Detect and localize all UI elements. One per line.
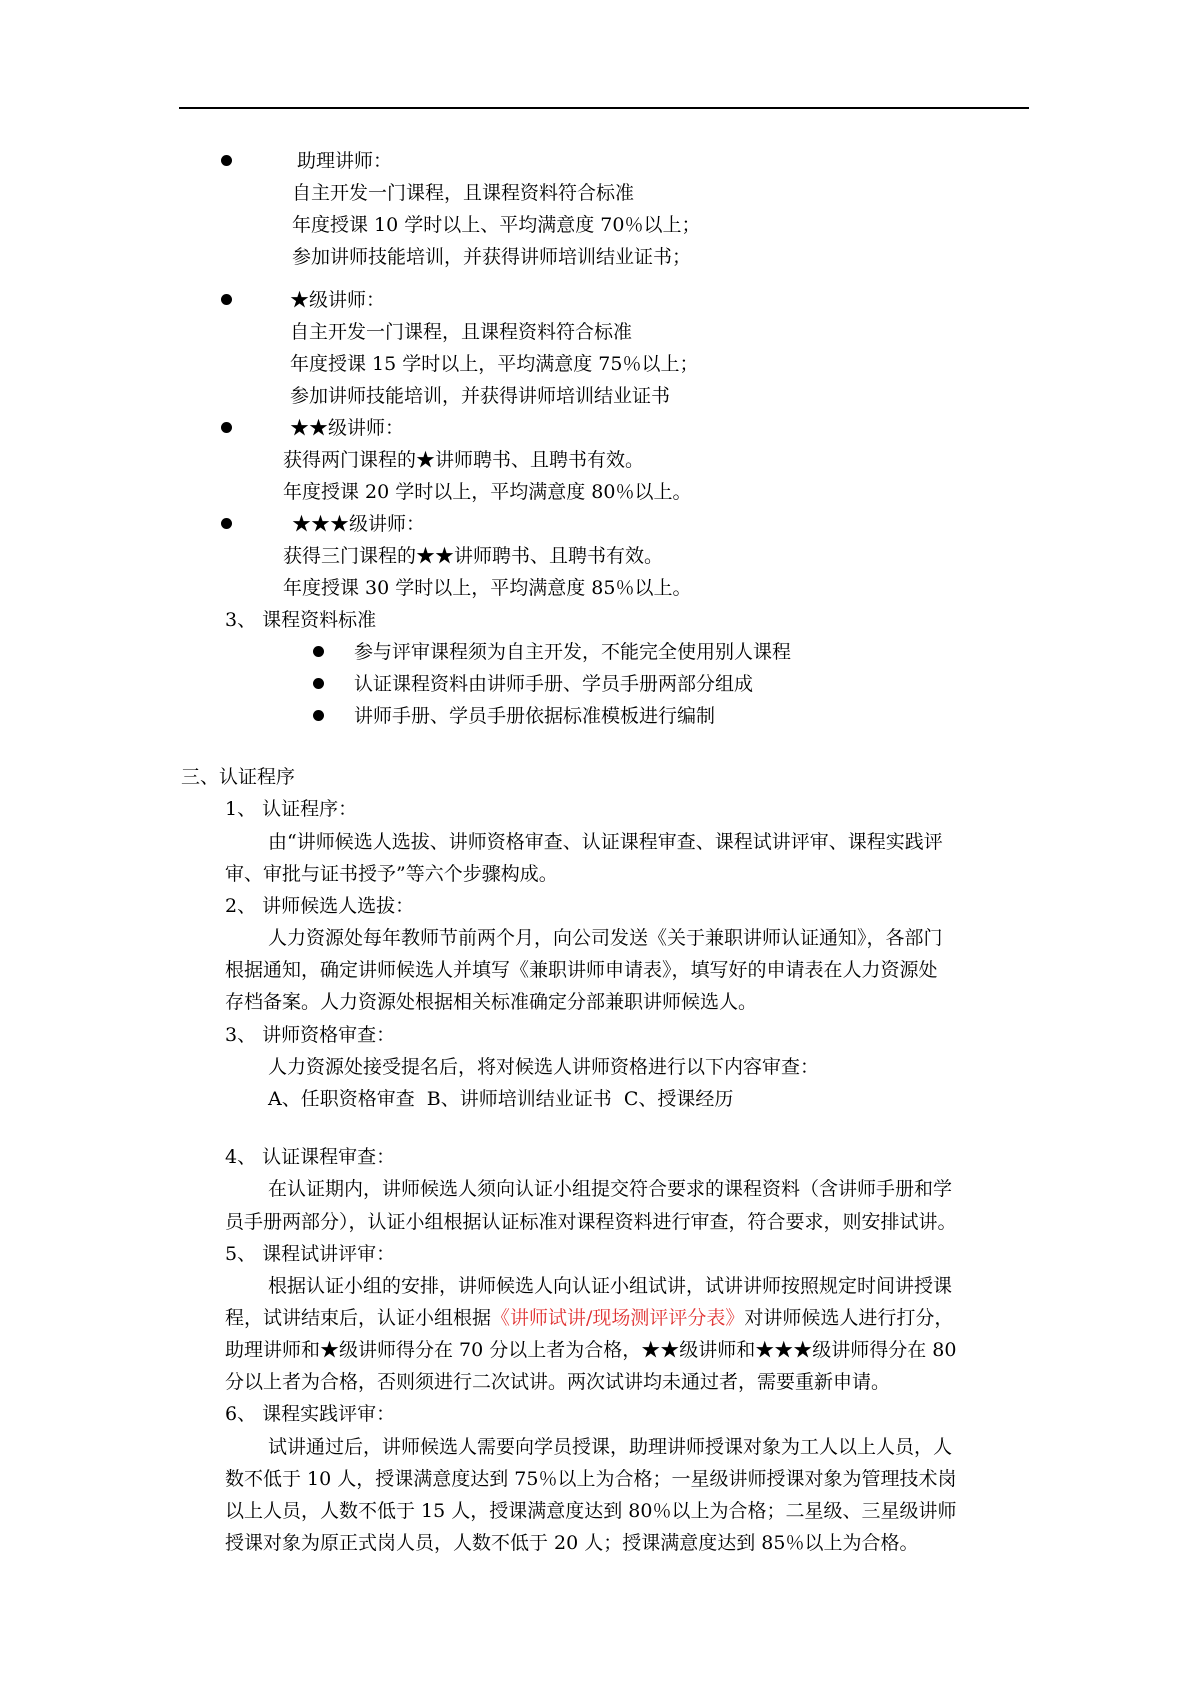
level-line: 参加讲师技能培训，并获得讲师培训结业证书 — [290, 385, 671, 407]
sub-heading: 3、 讲师资格审查： — [225, 1024, 396, 1046]
level-line: 年度授课 15 学时以上，平均满意度 75％以上； — [290, 353, 699, 375]
level-line: 参加讲师技能培训，并获得讲师培训结业证书； — [292, 246, 692, 268]
sub-heading: 5、 课程试讲评审： — [225, 1243, 396, 1265]
sub-heading: 2、 讲师候选人选拔： — [225, 895, 415, 917]
standard-bullet: 参与评审课程须为自主开发，不能完全使用别人课程 — [354, 641, 792, 663]
level-line: 获得两门课程的★讲师聘书、且聘书有效。 — [283, 449, 645, 471]
sub-heading: 4、 认证课程审查： — [225, 1146, 396, 1168]
para-line: 员手册两部分），认证小组根据认证标准对课程资料进行审查，符合要求，则安排试讲。 — [225, 1211, 957, 1233]
para-line: 授课对象为原正式岗人员，人数不低于 20 人；授课满意度达到 85％以上为合格。 — [225, 1532, 919, 1554]
bullet-dot — [221, 294, 232, 305]
bullet-dot — [221, 155, 232, 166]
bullet-dot — [221, 518, 232, 529]
level-line: 自主开发一门课程，且课程资料符合标准 — [292, 182, 635, 204]
level-line: 自主开发一门课程，且课程资料符合标准 — [290, 321, 633, 343]
para-line: 以上人员，人数不低于 15 人，授课满意度达到 80％以上为合格；二星级、三星级讲师 — [225, 1500, 957, 1522]
level-line: 年度授课 30 学时以上，平均满意度 85％以上。 — [283, 577, 692, 599]
para-line: A、任职资格审查 B、讲师培训结业证书 C、授课经历 — [268, 1088, 734, 1110]
bullet-dot — [313, 646, 324, 657]
bullet-dot — [221, 422, 232, 433]
para-line: 人力资源处每年教师节前两个月，向公司发送《关于兼职讲师认证通知》，各部门 — [268, 927, 943, 949]
score-form-link[interactable]: 《讲师试讲/现场测评评分表》 — [491, 1307, 745, 1329]
level-line: 年度授课 10 学时以上、平均满意度 70％以上； — [292, 214, 701, 236]
level-title: ★★级讲师： — [290, 417, 405, 439]
para-text: 程，试讲结束后，认证小组根据 — [225, 1307, 492, 1329]
para-line: 助理讲师和★级讲师得分在 70 分以上者为合格，★★级讲师和★★★级讲师得分在 80 — [225, 1339, 957, 1361]
para-line: 存档备案。人力资源处根据相关标准确定分部兼职讲师候选人。 — [225, 991, 758, 1013]
para-line: 分以上者为合格，否则须进行二次试讲。两次试讲均未通过者，需要重新申请。 — [225, 1371, 891, 1393]
para-line: 根据认证小组的安排，讲师候选人向认证小组试讲，试讲讲师按照规定时间讲授课 — [268, 1275, 953, 1297]
course-standard-heading: 3、 课程资料标准 — [225, 609, 377, 631]
para-line: 审、审批与证书授予”等六个步骤构成。 — [225, 863, 558, 885]
para-line — [225, 1306, 953, 1330]
para-text: 对讲师候选人进行打分， — [744, 1307, 954, 1329]
para-line: 根据通知，确定讲师候选人并填写《兼职讲师申请表》，填写好的申请表在人力资源处 — [225, 959, 938, 981]
bullet-dot — [313, 678, 324, 689]
para-line: 试讲通过后，讲师候选人需要向学员授课，助理讲师授课对象为工人以上人员，人 — [268, 1436, 953, 1458]
header-rule — [179, 107, 1029, 109]
para-line: 人力资源处接受提名后，将对候选人讲师资格进行以下内容审查： — [268, 1056, 820, 1078]
bullet-dot — [313, 710, 324, 721]
para-line: 数不低于 10 人，授课满意度达到 75％以上为合格；一星级讲师授课对象为管理技术岗 — [225, 1468, 957, 1490]
standard-bullet: 讲师手册、学员手册依据标准模板进行编制 — [354, 705, 716, 727]
para-line: 在认证期内，讲师候选人须向认证小组提交符合要求的课程资料（含讲师手册和学 — [268, 1178, 953, 1200]
para-line: 由“讲师候选人选拔、讲师资格审查、认证课程审查、课程试讲评审、课程实践评 — [268, 831, 943, 853]
level-title: 助理讲师： — [297, 150, 393, 172]
sub-heading: 6、 课程实践评审： — [225, 1403, 396, 1425]
sub-heading: 1、 认证程序： — [225, 798, 358, 820]
level-line: 获得三门课程的★★讲师聘书、且聘书有效。 — [283, 545, 664, 567]
standard-bullet: 认证课程资料由讲师手册、学员手册两部分组成 — [354, 673, 754, 695]
level-title: ★★★级讲师： — [292, 513, 426, 535]
level-line: 年度授课 20 学时以上，平均满意度 80％以上。 — [283, 481, 692, 503]
section-title: 三、认证程序 — [181, 766, 296, 788]
level-title: ★级讲师： — [290, 289, 386, 311]
